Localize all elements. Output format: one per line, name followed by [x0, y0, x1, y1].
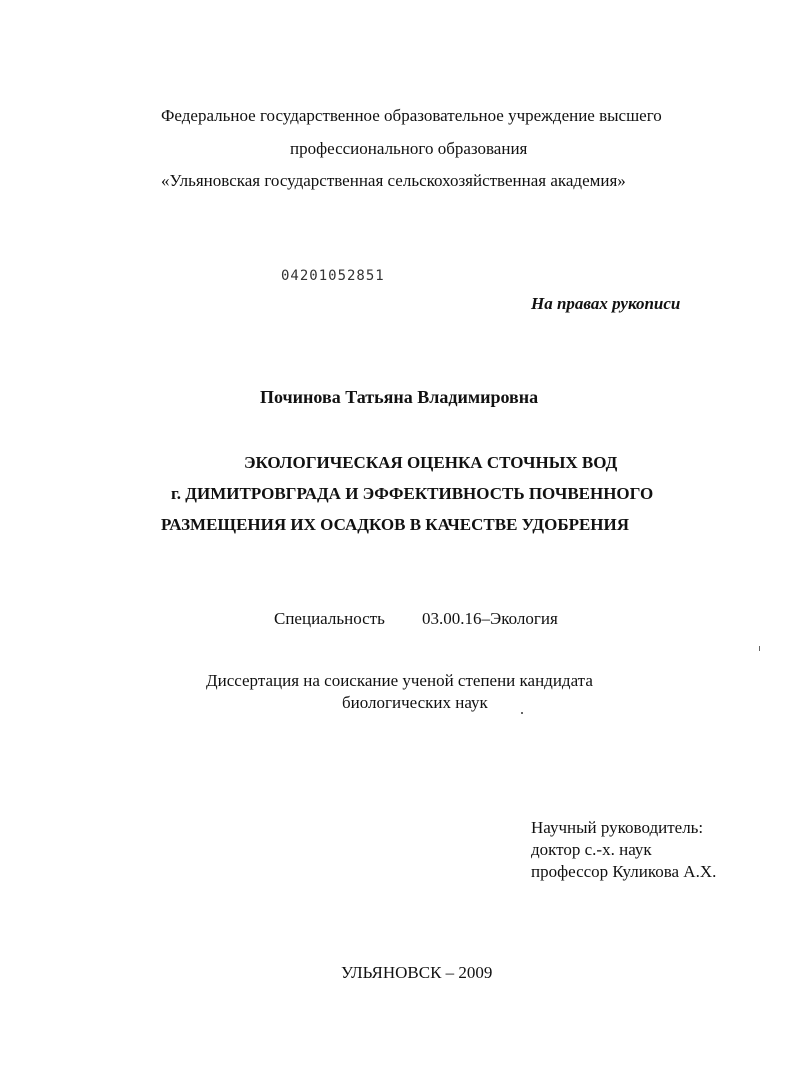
institution-line-2: профессионального образования	[290, 139, 528, 158]
author-name: Починова Татьяна Владимировна	[260, 387, 539, 407]
dissertation-line-1: Диссертация на соискание ученой степени кандидата	[206, 671, 593, 690]
thesis-title-line-1: ЭКОЛОГИЧЕСКАЯ ОЦЕНКА СТОЧНЫХ ВОД	[244, 453, 618, 472]
scan-speck	[521, 712, 523, 714]
institution-line-3: «Ульяновская государственная сельскохозяйственная академия»	[161, 171, 626, 190]
supervisor-line-3: профессор Куликова А.Х.	[531, 862, 717, 881]
registry-number: 04201052851	[281, 268, 385, 284]
thesis-title-line-3: РАЗМЕЩЕНИЯ ИХ ОСАДКОВ В КАЧЕСТВЕ УДОБРЕНИЯ	[161, 515, 630, 534]
city-year: УЛЬЯНОВСК – 2009	[341, 963, 493, 982]
supervisor-line-2: доктор с.-х. наук	[531, 840, 652, 859]
specialty-value: 03.00.16–Экология	[422, 609, 558, 628]
scan-speck	[759, 646, 760, 651]
dissertation-line-2: биологических наук	[342, 693, 488, 712]
supervisor-line-1: Научный руководитель:	[531, 818, 704, 837]
institution-line-1: Федеральное государственное образовательное учреждение высшего	[161, 106, 662, 125]
manuscript-note: На правах рукописи	[531, 294, 681, 313]
thesis-title-line-2: г. ДИМИТРОВГРАДА И ЭФФЕКТИВНОСТЬ ПОЧВЕННОГО	[171, 484, 654, 503]
specialty-label: Специальность	[274, 609, 385, 628]
